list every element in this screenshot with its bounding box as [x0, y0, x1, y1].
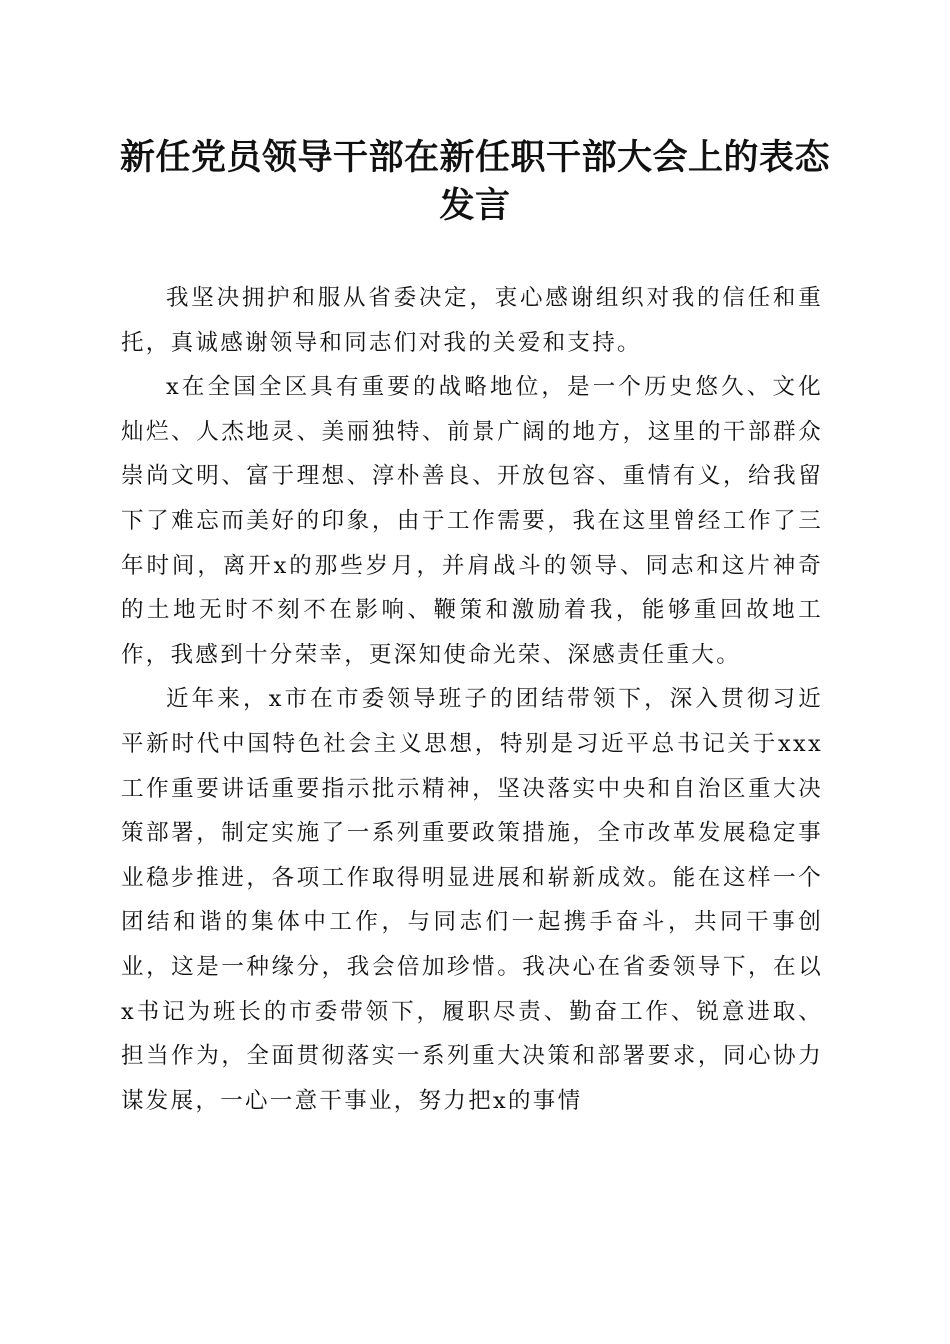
document-body: [121, 276, 823, 1123]
paragraph-3: 近年来，x市在市委领导班子的团结带领下，深入贯彻习近平新时代中国特色社会主义思想，特别是习近平总书记关于xxx工作重要讲话重要指示批示精神，坚决落实中央和自治区重大决策部署，制定实施了一系列重要政策措施，全市改革发展稳定事业稳步推进，各项工作取得明显进展和崭新成效。能在这样一个团结和谐的集体中工作，与同志们一起携手奋斗，共同干事创业，这是一种缘分，我会倍加珍惜。我决心在省委领导下，在以x书记为班长的市委带领下，履职尽责、勤奋工作、锐意进取、担当作为，全面贯彻落实一系列重大决策和部署要求，同心协力谋发展，一心一意干事业，努力把x的事情: [121, 686, 823, 1114]
paragraph-2: x在全国全区具有重要的战略地位，是一个历史悠久、文化灿烂、人杰地灵、美丽独特、前景广阔的地方，这里的干部群众崇尚文明、富于理想、淳朴善良、开放包容、重情有义，给我留下了难忘而美好的印象，由于工作需要，我在这里曾经工作了三年时间，离开x的那些岁月，并肩战斗的领导、同志和这片神奇的土地无时不刻不在影响、鞭策和激励着我，能够重回故地工作，我感到十分荣幸，更深知使命光荣、深感责任重大。: [121, 374, 823, 668]
page-title: 新任党员领导干部在新任职干部大会上的表态发言: [119, 137, 830, 226]
paragraph-1: 我坚决拥护和服从省委决定，衷心感谢组织对我的信任和重托，真诚感谢领导和同志们对我的关爱和支持。: [121, 285, 823, 356]
